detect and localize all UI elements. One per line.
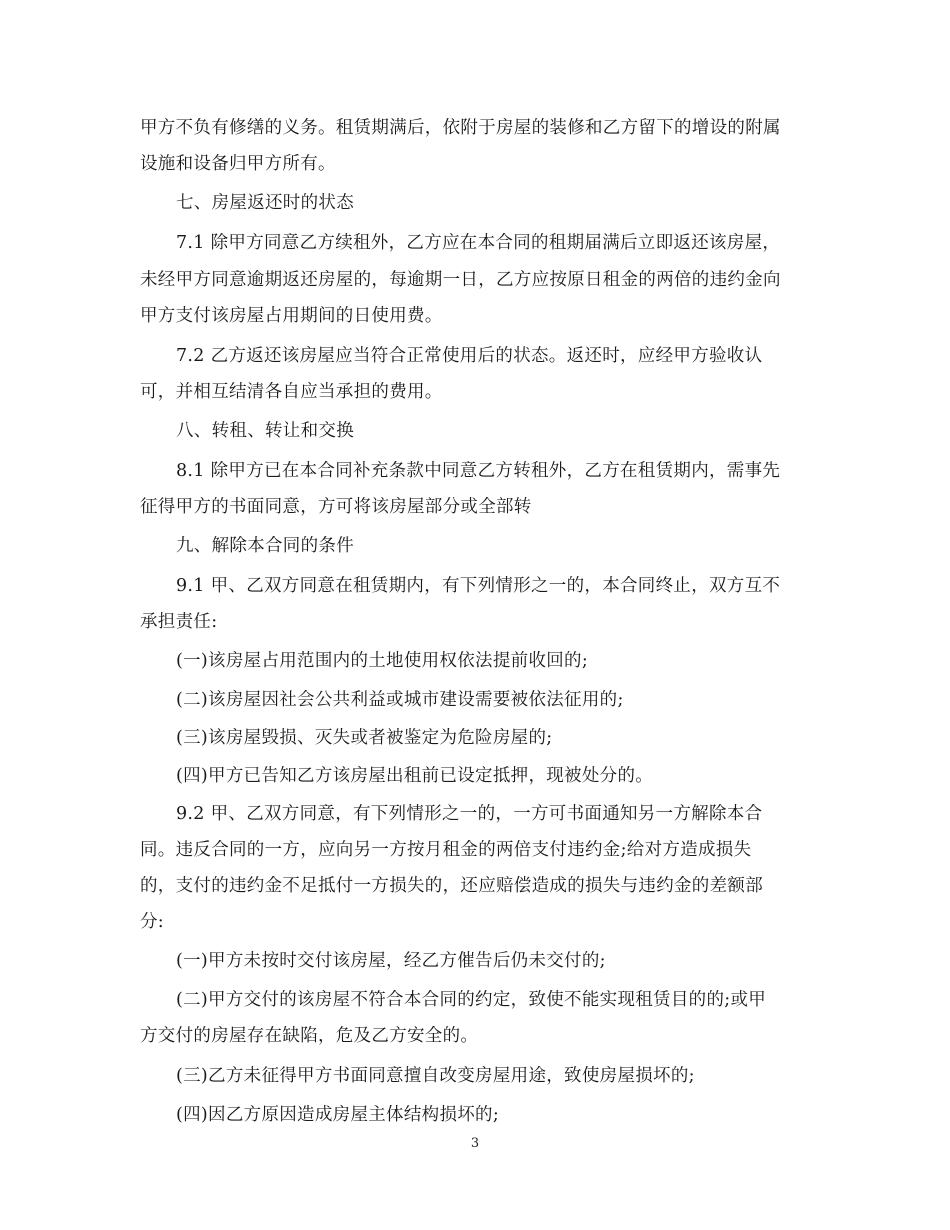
list-item: 方交付的房屋存在缺陷，危及乙方安全的。 [140, 1026, 479, 1046]
paragraph-line: 设施和设备归甲方所有。 [140, 154, 336, 174]
list-item: (一)甲方未按时交付该房屋，经乙方催告后仍未交付的; [176, 951, 606, 971]
list-item: (三)该房屋毁损、灭失或者被鉴定为危险房屋的; [176, 728, 553, 748]
list-item: (四)因乙方原因造成房屋主体结构损坏的; [176, 1105, 500, 1125]
list-item: (三)乙方未征得甲方书面同意擅自改变房屋用途，致使房屋损坏的; [176, 1066, 695, 1086]
list-item: (一)该房屋占用范围内的土地使用权依法提前收回的; [176, 651, 589, 671]
list-item: (二)甲方交付的该房屋不符合本合同的约定，致使不能实现租赁目的的;或甲 [176, 990, 767, 1010]
clause-line: 7.2 乙方返还该房屋应当符合正常使用后的状态。返还时，应经甲方验收认 [176, 346, 763, 366]
section-heading: 七、房屋返还时的状态 [176, 193, 354, 213]
list-item: (二)该房屋因社会公共利益或城市建设需要被依法征用的; [176, 690, 624, 710]
section-heading: 八、转租、转让和交换 [176, 421, 354, 441]
clause-line: 9.2 甲、乙双方同意，有下列情形之一的，一方可书面通知另一方解除本合 [176, 804, 763, 824]
clause-line: 同。违反合同的一方，应向另一方按月租金的两倍支付违约金;给对方造成损失 [140, 840, 752, 860]
clause-line: 可，并相互结清各自应当承担的费用。 [140, 382, 443, 402]
clause-line: 征得甲方的书面同意，方可将该房屋部分或全部转 [140, 497, 532, 517]
section-heading: 九、解除本合同的条件 [176, 536, 354, 556]
clause-line: 7.1 除甲方同意乙方续租外，乙方应在本合同的租期届满后立即返还该房屋， [176, 233, 781, 253]
clause-line: 分: [140, 912, 164, 932]
clause-line: 承担责任: [140, 612, 218, 632]
paragraph-line: 甲方不负有修缮的义务。租赁期满后，依附于房屋的装修和乙方留下的增设的附属 [140, 118, 781, 138]
list-item: (四)甲方已告知乙方该房屋出租前已设定抵押，现被处分的。 [176, 766, 654, 786]
clause-line: 的，支付的违约金不足抵付一方损失的，还应赔偿造成的损失与违约金的差额部 [140, 876, 763, 896]
clause-line: 9.1 甲、乙双方同意在租赁期内，有下列情形之一的，本合同终止，双方互不 [176, 576, 781, 596]
clause-line: 8.1 除甲方已在本合同补充条款中同意乙方转租外，乙方在租赁期内，需事先 [176, 461, 781, 481]
page-number: 3 [470, 1136, 480, 1151]
clause-line: 未经甲方同意逾期返还房屋的，每逾期一日，乙方应按原日租金的两倍的违约金向 [140, 270, 781, 290]
clause-line: 甲方支付该房屋占用期间的日使用费。 [140, 306, 443, 326]
